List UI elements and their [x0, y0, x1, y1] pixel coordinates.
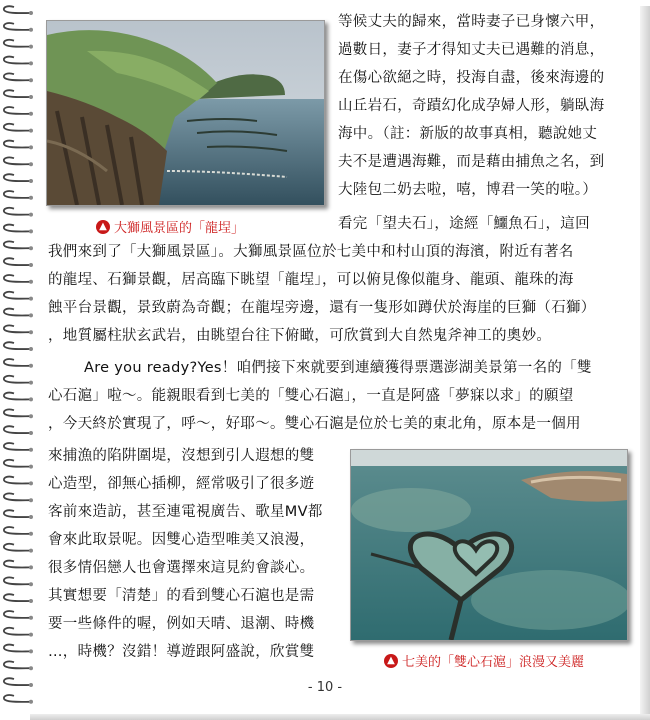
photo2-caption-text: 七美的「雙心石滬」浪漫又美麗: [402, 655, 585, 670]
binding-ring: [4, 225, 33, 234]
binding-ring: [4, 6, 33, 15]
text-line: 在傷心欲絕之時，投海自盡，後來海邊的: [338, 70, 605, 86]
text-line: …，時機？沒錯！導遊跟阿盛說，欣賞雙: [48, 644, 315, 660]
text-line: 大陸包二奶去啦，嘻，博君一笑的啦。）: [338, 182, 598, 198]
spiral-binding: [0, 0, 40, 720]
text-line: 心石滬」啦～。能親眼看到七美的「雙心石滬」，一直是阿盛「夢寐以求」的願望: [48, 388, 574, 404]
binding-ring: [4, 443, 33, 452]
binding-ring: [4, 510, 33, 519]
binding-ring: [4, 561, 33, 570]
binding-ring: [4, 107, 33, 116]
binding-ring: [4, 426, 33, 435]
text-line: 海中。（註：新版的故事真相，聽說她丈: [338, 126, 598, 142]
text-line: 等候丈夫的歸來，當時妻子已身懷六甲，: [338, 14, 605, 30]
binding-ring: [4, 23, 33, 32]
photo2-caption: [384, 651, 584, 670]
binding-ring: [4, 393, 33, 402]
binding-ring: [4, 191, 33, 200]
binding-ring: [4, 258, 33, 267]
binding-ring: [4, 594, 33, 603]
binding-ring: [4, 577, 33, 586]
cliff-sea-image: [47, 21, 324, 205]
text-line: 山丘岩石，奇蹟幻化成孕婦人形，躺臥海: [338, 98, 605, 114]
binding-ring: [4, 376, 33, 385]
binding-ring: [4, 157, 33, 166]
text-line: 要一些條件的喔，例如天晴、退潮、時機: [48, 616, 315, 632]
binding-ring: [4, 325, 33, 334]
binding-ring: [4, 208, 33, 217]
binding-ring: [4, 292, 33, 301]
text-line: ，地質屬柱狀玄武岩，由眺望台往下俯瞰，可欣賞到大自然鬼斧神工的奧妙。: [48, 328, 552, 344]
binding-ring: [4, 241, 33, 250]
circle-up-arrow-icon: ▲: [384, 654, 398, 668]
binding-ring: [4, 661, 33, 670]
binding-ring: [4, 141, 33, 150]
binding-ring: [4, 477, 33, 486]
binding-ring: [4, 628, 33, 637]
page-edge-shadow: [640, 6, 650, 716]
text-line: 過數日，妻子才得知丈夫已遇難的消息，: [338, 42, 605, 58]
text-line: 我們來到了「大獅風景區」。大獅風景區位於七美中和村山頂的海濱，附近有著名: [48, 244, 574, 260]
binding-ring: [4, 645, 33, 654]
text-line: 客前來造訪，甚至連電視廣告、歌星MV都: [48, 504, 323, 520]
photo1-caption: [96, 217, 244, 236]
photo-dashi-scenic-area: [46, 20, 325, 206]
text-line: 心造型，卻無心插柳，經常吸引了很多遊: [48, 476, 315, 492]
text-line: 看完「望夫石」，途經「鱷魚石」，這回: [338, 216, 590, 232]
binding-ring: [4, 57, 33, 66]
photo-twin-hearts-weir: [350, 449, 628, 641]
binding-ring: [4, 493, 33, 502]
text-line: 來捕漁的陷阱圍堤，沒想到引人遐想的雙: [48, 448, 315, 464]
text-line: 很多情侶戀人也會選擇來這見約會談心。: [48, 560, 315, 576]
text-line: 蝕平台景觀，景致蔚為奇觀；在龍埕旁邊，還有一隻形如蹲伏於海崖的巨獅（石獅）: [48, 300, 596, 316]
circle-up-arrow-icon: ▲: [96, 220, 110, 234]
binding-ring: [4, 611, 33, 620]
twin-hearts-image: [351, 450, 627, 640]
binding-ring: [4, 174, 33, 183]
binding-ring: [4, 342, 33, 351]
binding-ring: [4, 124, 33, 133]
binding-ring: [4, 460, 33, 469]
page-number: - 10 -: [307, 680, 343, 695]
text-line: 夫不是遭遇海難，而是藉由捕魚之名，到: [338, 154, 605, 170]
binding-ring: [4, 90, 33, 99]
text-line: Are you ready?Yes！咱們接下來就要到連續獲得票選澎湖美景第一名的「雙: [84, 360, 592, 376]
binding-ring: [4, 73, 33, 82]
binding-ring: [4, 527, 33, 536]
text-line: 的龍埕、石獅景觀，居高臨下眺望「龍埕」，可以俯見像似龍身、龍頭、龍珠的海: [48, 272, 574, 288]
binding-ring: [4, 275, 33, 284]
text-line: 其實想要「清楚」的看到雙心石滬也是需: [48, 588, 315, 604]
binding-ring: [4, 359, 33, 368]
photo1-caption-text: 大獅風景區的「龍埕」: [114, 221, 245, 236]
binding-ring: [4, 544, 33, 553]
binding-ring: [4, 309, 33, 318]
binding-ring: [4, 695, 33, 704]
page-bottom-shadow: [30, 714, 650, 720]
binding-ring: [4, 409, 33, 418]
text-line: 會來此取景呢。因雙心造型唯美又浪漫，: [48, 532, 315, 548]
binding-ring: [4, 40, 33, 49]
text-line: ，今天終於實現了，呼～，好耶～。雙心石滬是位於七美的東北角，原本是一個用: [48, 416, 581, 432]
